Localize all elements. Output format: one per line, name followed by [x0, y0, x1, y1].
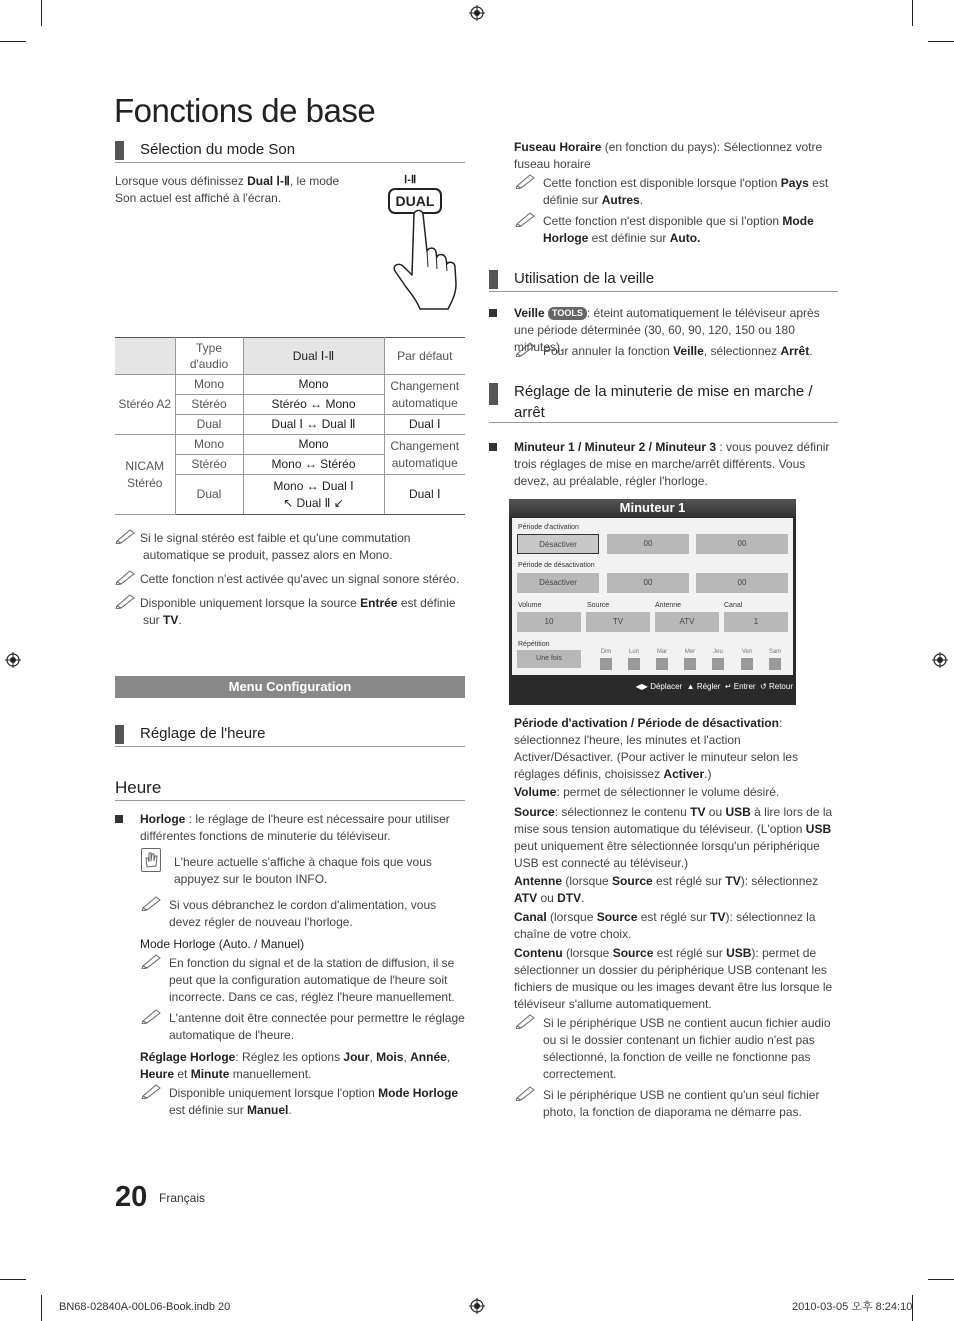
osd-activation-hour[interactable]: 00 — [607, 534, 689, 554]
osd-deactivation-select[interactable]: Désactiver — [517, 573, 599, 593]
osd-source[interactable]: TV — [586, 612, 650, 632]
note-usb-2: Si le périphérique USB ne contient qu'un seul fichier photo, la fonction de diaporama ne démarre pas. — [515, 1087, 838, 1121]
fuseau-horaire-text: Fuseau Horaire (en fonction du pays): Sélectionnez votre fuseau horaire — [514, 140, 823, 172]
osd-day-checkbox[interactable] — [656, 658, 668, 670]
crop-mark — [0, 1279, 26, 1280]
bullet-horloge: Horloge : le réglage de l'heure est nécessaire pour utiliser différentes fonctions de minuterie du téléviseur. — [115, 811, 465, 845]
desc-source: Source: sélectionnez le contenu TV ou USB à lire lors de la mise sous tension automatique du téléviseur. (L'option USB peut uniquement être sélectionnée lorsqu'un périphérique USB est connecté au téléviseur.) — [514, 805, 833, 871]
crop-mark — [928, 1279, 954, 1280]
bullet-veille: Veille TOOLS : éteint automatiquement le téléviseur après une période déterminée (30, 60, 90, 120, 150 ou 180 minutes). — [489, 305, 838, 356]
crop-mark — [928, 41, 954, 42]
return-icon: ↺ — [760, 682, 767, 691]
hand-icon — [390, 209, 470, 311]
pencil-note-icon — [141, 1008, 163, 1024]
osd-repetition[interactable]: Une fois — [517, 650, 581, 668]
enter-icon: ↵ — [724, 682, 732, 691]
reglage-horloge-text: Réglage Horloge: Réglez les options Jour, Mois, Année, Heure et Minute manuellement. — [140, 1050, 451, 1082]
pencil-note-icon — [141, 895, 163, 911]
remote-dual-illustration: Ⅰ-Ⅱ DUAL — [380, 173, 470, 313]
note-usb-1: Si le périphérique USB ne contient aucun fichier audio ou si le dossier contenant un fichier audio n'est pas sélectionné, la fonction de veille ne fonctionne pas correctement. — [515, 1015, 838, 1083]
registration-mark-icon — [469, 5, 485, 21]
page-language: Français — [159, 1191, 206, 1205]
bullet-square-icon — [489, 443, 497, 451]
note-son-3: Disponible uniquement lorsque la source Entrée est définie sur TV. — [115, 595, 465, 629]
desc-canal: Canal (lorsque Source est réglé sur TV): sélectionnez la chaîne de votre choix. — [514, 910, 816, 942]
osd-canal[interactable]: 1 — [724, 612, 788, 632]
pencil-note-icon — [115, 569, 137, 585]
registration-mark-icon — [932, 652, 948, 668]
note-fuseau-1: Cette fonction est disponible lorsque l'option Pays est définie sur Autres. — [515, 175, 838, 209]
section-heading-minuterie: Réglage de la minuterie de mise en marche / arrêt — [489, 381, 838, 423]
memo-info-text: L'heure actuelle s'affiche à chaque fois que vous appuyez sur le bouton INFO. — [174, 855, 432, 887]
pencil-note-icon — [515, 1013, 537, 1029]
osd-day-checkbox[interactable] — [712, 658, 724, 670]
note-son-1: Si le signal stéréo est faible et qu'une commutation automatique se produit, passez alors en Mono. — [115, 530, 465, 564]
pencil-note-icon — [515, 173, 537, 189]
tools-key-icon: TOOLS — [548, 307, 587, 320]
osd-day-checkbox[interactable] — [741, 658, 753, 670]
crop-mark — [912, 0, 913, 26]
note-manual: Disponible uniquement lorsque l'option Mode Horloge est définie sur Manuel. — [141, 1085, 465, 1119]
pencil-note-icon — [115, 528, 137, 544]
pencil-note-icon — [141, 1083, 163, 1099]
sound-mode-table: Type d'audio Dual Ⅰ-Ⅱ Par défaut Stéréo A2 Mono Mono Changement automatique Stéréo Stéréo ↔ Mono Dual Dual Ⅰ ↔ Dual Ⅱ Dual Ⅰ NICAM Stéréo Mono Mono Changement automatique Stéréo Mono ↔ Stéréo Dual Mono ↔ Dual Ⅰ ↖ Dual Ⅱ ↙ Dual Ⅰ — [115, 337, 465, 515]
crop-mark — [41, 0, 42, 26]
desc-periode: Période d'activation / Période de désactivation: sélectionnez l'heure, les minutes et l'action Activer/Désactiver. (Pour activer le minuteur selon les réglages définis, choisissez Activer.) — [514, 716, 799, 782]
dual-button: DUAL — [388, 188, 442, 214]
pencil-note-icon — [515, 211, 537, 227]
note-power: Si vous débranchez le cordon d'alimentation, vous devez régler de nouveau l'horloge. — [141, 897, 465, 931]
bullet-square-icon — [489, 309, 497, 317]
note-fuseau-2: Cette fonction n'est disponible que si l'option Mode Horloge est définie sur Auto. — [515, 213, 838, 247]
note-mode-1: En fonction du signal et de la station de diffusion, il se peut que la configuration automatique de l'heure soit incorrecte. Dans ce cas, réglez l'heure manuellement. — [141, 955, 465, 1006]
registration-mark-icon — [5, 652, 21, 668]
note-mode-2: L'antenne doit être connectée pour permettre le réglage automatique de l'heure. — [141, 1010, 465, 1044]
desc-contenu: Contenu (lorsque Source est réglé sur USB): permet de sélectionner un dossier du périphérique USB contenant les fichiers de musique ou les images devant être lus lorsque le téléviseur s'allume automatiquement. — [514, 946, 833, 1012]
osd-nav-help: ◀▶ Déplacer ▲ Régler ↵ Entrer ↺ Retour — [635, 682, 793, 691]
arrows-up-down-icon: ▲ — [686, 682, 695, 691]
osd-activation-select[interactable]: Désactiver — [517, 534, 599, 554]
desc-volume: Volume: permet de sélectionner le volume désiré. — [514, 785, 780, 799]
osd-day-checkbox[interactable] — [628, 658, 640, 670]
pencil-note-icon — [515, 1085, 537, 1101]
osd-title: Minuteur 1 — [509, 499, 796, 517]
menu-configuration-bar: Menu Configuration — [115, 676, 465, 698]
section-heading-veille: Utilisation de la veille — [489, 268, 838, 292]
subheading-heure: Heure — [115, 776, 465, 801]
pencil-note-icon — [515, 341, 537, 357]
bullet-square-icon — [115, 815, 123, 823]
pencil-note-icon — [141, 953, 163, 969]
osd-activation-minute[interactable]: 00 — [696, 534, 788, 554]
osd-day-checkbox[interactable] — [769, 658, 781, 670]
note-son-2: Cette fonction n'est activée qu'avec un signal sonore stéréo. — [115, 571, 465, 588]
osd-body: Période d'activation Désactiver 00 00 Période de désactivation Désactiver 00 00 Volume Source Antenne Canal 10 TV ATV 1 Répétition Une fois Dim Lun Mar Mer Jeu Ven Sam — [512, 518, 793, 675]
son-intro: Lorsque vous définissez Dual Ⅰ-Ⅱ, le mode Son actuel est affiché à l'écran. — [115, 174, 340, 206]
bullet-minuteur: Minuteur 1 / Minuteur 2 / Minuteur 3 : vous pouvez définir trois réglages de mise en marche/arrêt différents. Vous devez, au préalable, régler l'horloge. — [489, 439, 838, 490]
osd-volume[interactable]: 10 — [517, 612, 581, 632]
footer-file: BN68-02840A-00L06-Book.indb 20 — [59, 1301, 231, 1313]
page-title: Fonctions de base — [114, 92, 376, 129]
crop-mark — [41, 1295, 42, 1321]
osd-day-checkbox[interactable] — [684, 658, 696, 670]
osd-deactivation-minute[interactable]: 00 — [696, 573, 788, 593]
memo-hand-icon — [141, 848, 161, 872]
note-veille: Pour annuler la fonction Veille, sélectionnez Arrêt. — [515, 343, 838, 360]
osd-antenne[interactable]: ATV — [655, 612, 719, 632]
osd-day-checkbox[interactable] — [600, 658, 612, 670]
crop-mark — [0, 41, 26, 42]
mode-horloge-label: Mode Horloge (Auto. / Manuel) — [140, 937, 305, 951]
osd-deactivation-hour[interactable]: 00 — [607, 573, 689, 593]
page-number: 20 — [115, 1181, 148, 1213]
section-heading-son: Sélection du mode Son — [115, 139, 465, 163]
timer-osd-screen — [509, 499, 796, 705]
section-heading-reglage-heure: Réglage de l'heure — [115, 723, 465, 747]
footer-date: 2010-03-05 오후 8:24:10 — [792, 1301, 913, 1313]
registration-mark-icon — [469, 1298, 485, 1314]
desc-antenne: Antenne (lorsque Source est réglé sur TV): sélectionnez ATV ou DTV. — [514, 874, 819, 906]
pencil-note-icon — [115, 593, 137, 609]
arrows-left-right-icon: ◀▶ — [635, 682, 648, 691]
